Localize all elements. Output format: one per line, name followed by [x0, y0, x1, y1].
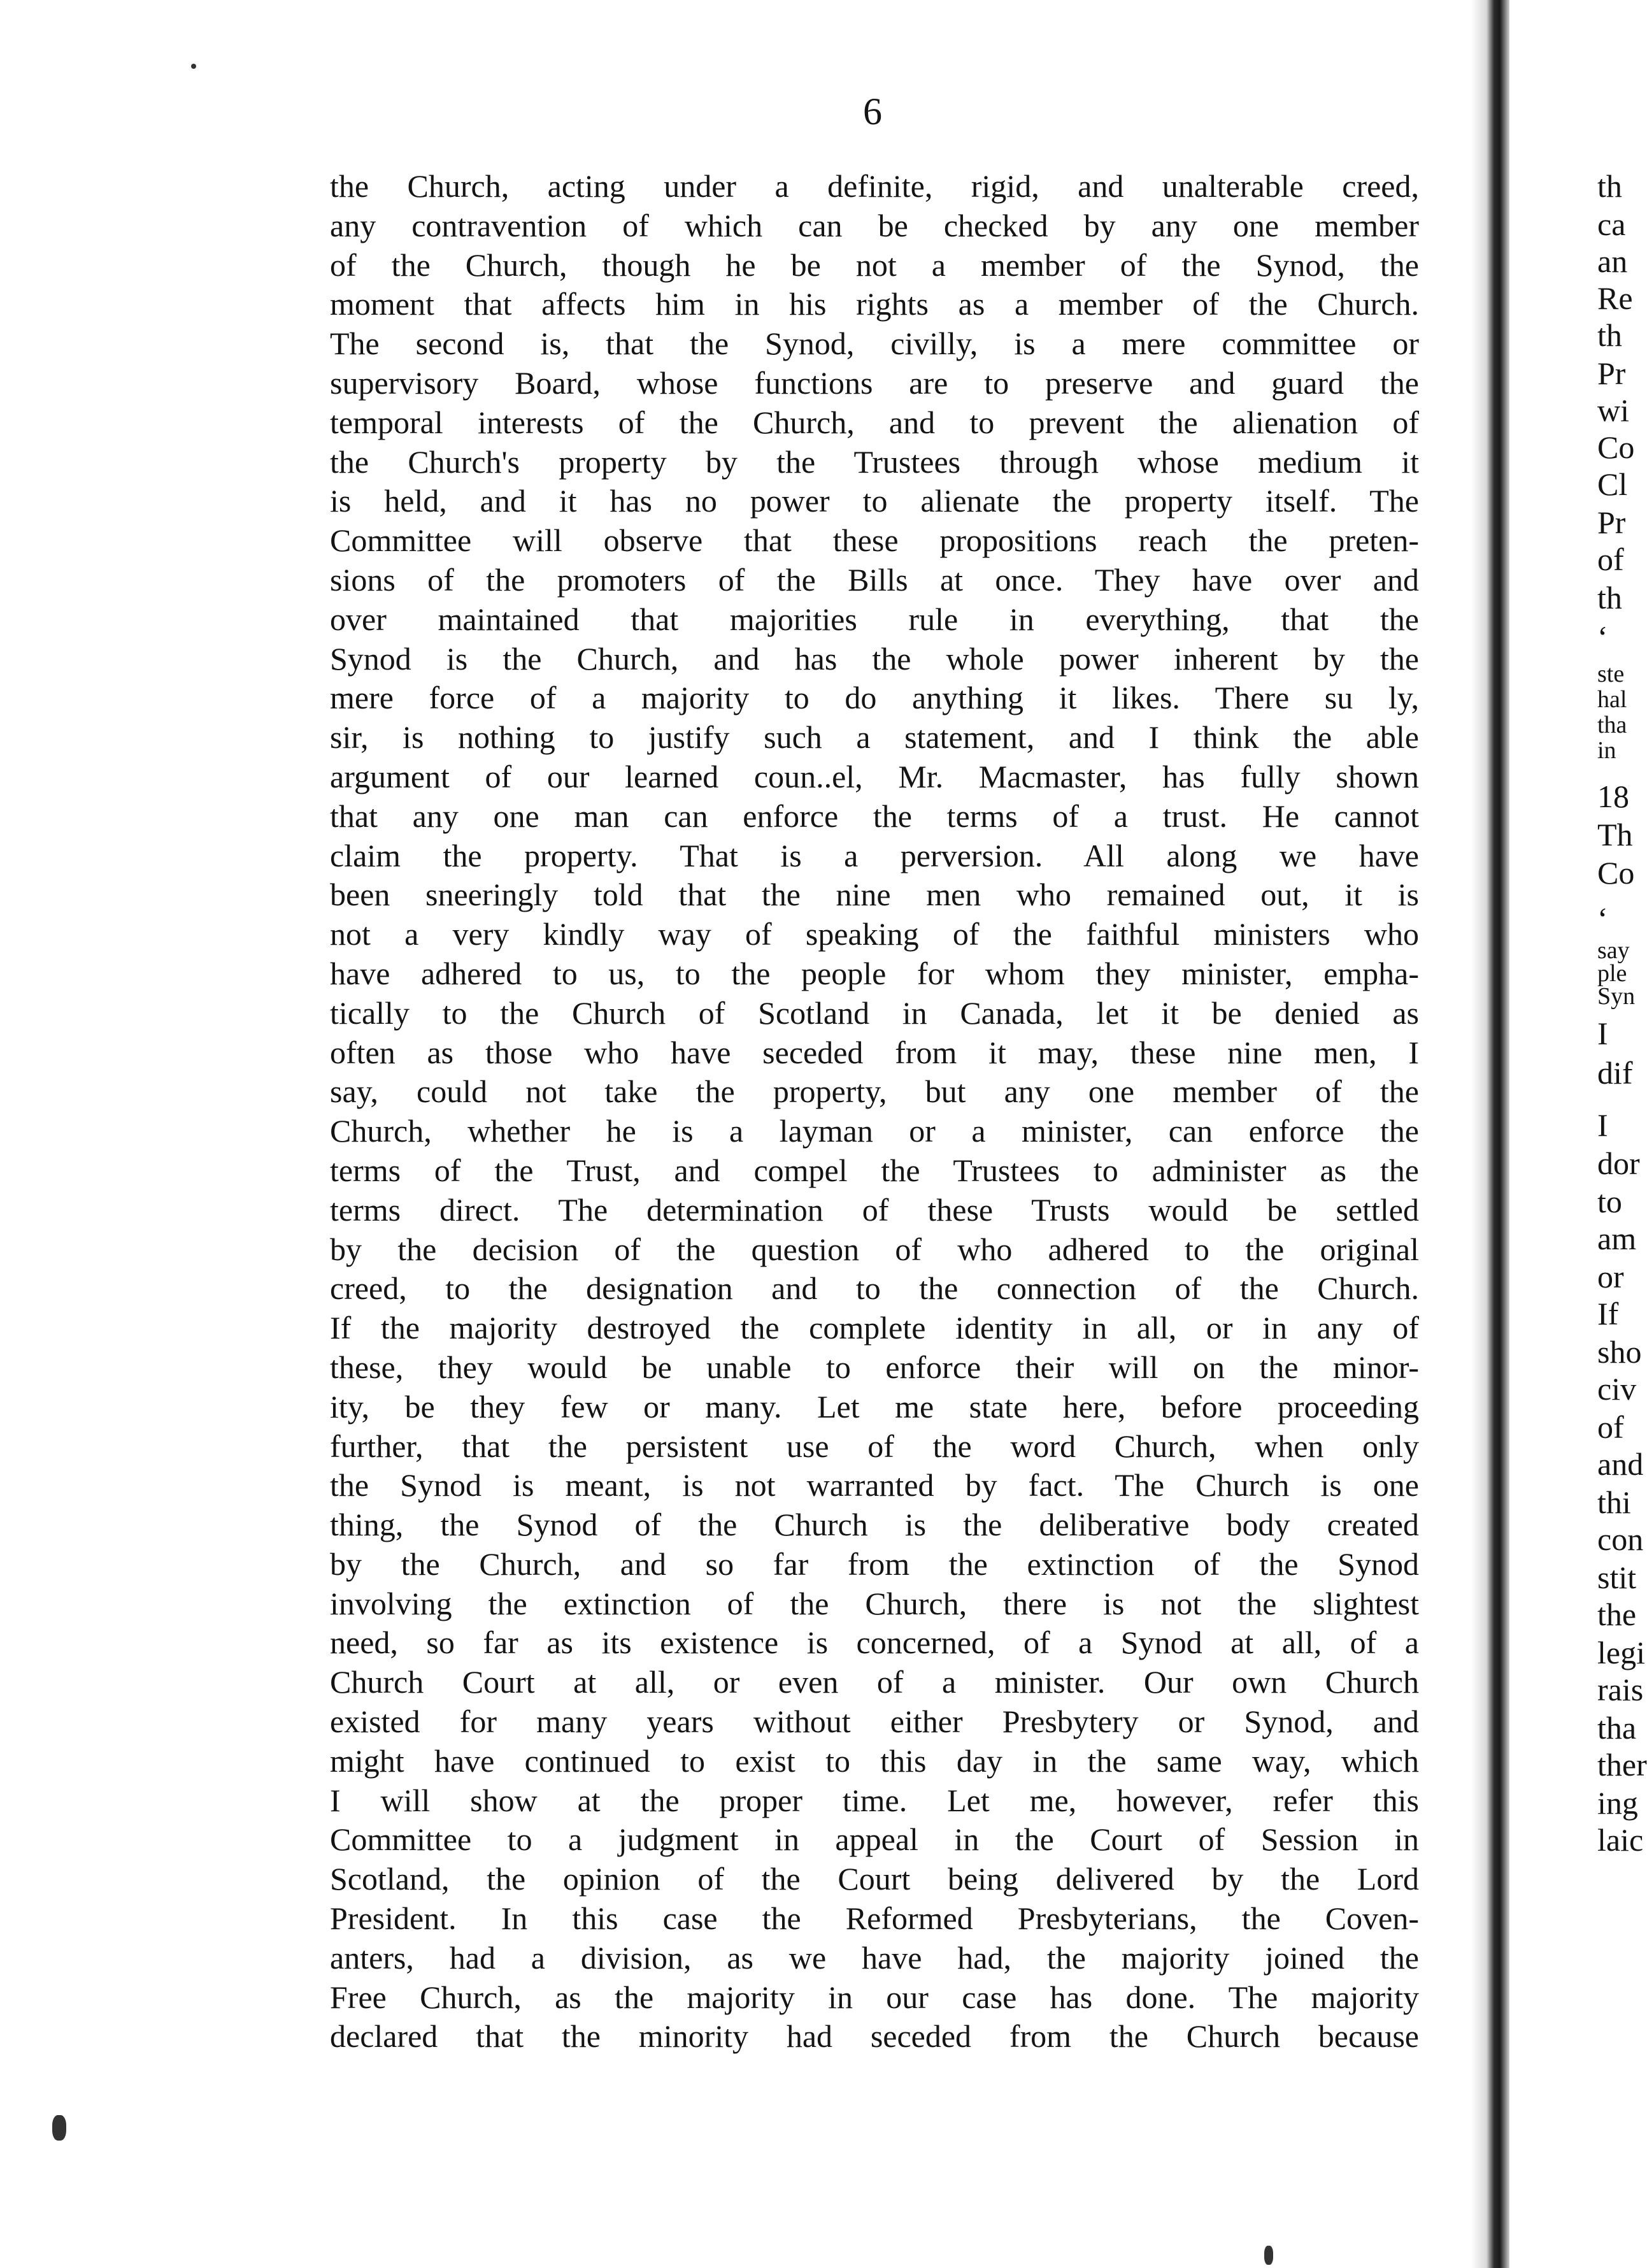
adjacent-page-text: thi [1597, 1484, 1631, 1520]
body-text [330, 167, 1419, 2056]
text-line: tically to the Church of Scotland in Canada, let it be denied as [330, 994, 1419, 1031]
text-line: Committee to a judgment in appeal in the Court of Session in [330, 1821, 1419, 1858]
text-line: If the majority destroyed the complete identity in all, or in any of [330, 1310, 1419, 1346]
text-line: by the decision of the question of who adhered to the original [330, 1231, 1419, 1267]
text-line: ity, be they few or many. Let me state here, before proceeding [330, 1388, 1419, 1425]
text-line: I will show at the proper time. Let me, however, refer this [330, 1782, 1419, 1818]
text-line: President. In this case the Reformed Presbyterians, the Coven- [330, 1900, 1419, 1937]
adjacent-page-text: Pr [1597, 355, 1626, 391]
text-line: existed for many years without either Presbytery or Synod, and [330, 1704, 1419, 1740]
adjacent-page-text: say [1597, 937, 1630, 964]
text-line: Synod is the Church, and has the whole power inherent by the [330, 640, 1419, 677]
adjacent-page-text: I [1597, 1107, 1608, 1143]
text-line: further, that the persistent use of the word Church, when only [330, 1428, 1419, 1464]
text-line: claim the property. That is a perversion. All along we have [330, 837, 1419, 873]
adjacent-page-text: th [1597, 580, 1622, 615]
adjacent-page-text: Cl [1597, 466, 1628, 502]
scan-speck [52, 2115, 66, 2141]
text-line: Free Church, as the majority in our case has done. The majority [330, 1979, 1419, 2015]
text-line: sir, is nothing to justify such a statement, and I think the able [330, 719, 1419, 756]
text-line: have adhered to us, to the people for whom they minister, empha- [330, 955, 1419, 991]
adjacent-page-text: Pr [1597, 505, 1626, 540]
text-line: often as those who have seceded from it may, these nine men, I [330, 1034, 1419, 1070]
adjacent-page-text: tha [1597, 1710, 1637, 1746]
adjacent-page-text: of [1597, 542, 1624, 577]
text-line: by the Church, and so far from the extinction of the Synod [330, 1546, 1419, 1582]
text-line: Church, whether he is a layman or a minister, can enforce the [330, 1113, 1419, 1149]
text-line: of the Church, though he be not a member of the Synod, the [330, 247, 1419, 283]
text-line: supervisory Board, whose functions are to preserve and guard the [330, 364, 1419, 401]
adjacent-page-text: laic [1597, 1822, 1644, 1858]
adjacent-page-text: Re [1597, 280, 1633, 316]
adjacent-page-text: Syn [1597, 983, 1636, 1010]
adjacent-page-text: ca [1597, 206, 1626, 242]
adjacent-page-text: tha [1597, 712, 1627, 738]
text-line: temporal interests of the Church, and to prevent the alienation of [330, 404, 1419, 440]
adjacent-page-text: ple [1597, 960, 1627, 987]
adjacent-page-text: ther [1597, 1747, 1647, 1783]
scan-speck [1264, 2246, 1273, 2265]
book-gutter [1471, 0, 1509, 2268]
adjacent-page-text: sho [1597, 1334, 1642, 1370]
text-line: is held, and it has no power to alienate the property itself. The [330, 483, 1419, 519]
adjacent-page-text: ‘ [1597, 619, 1608, 655]
adjacent-page-text: th [1597, 317, 1622, 353]
adjacent-page-text: ‘ [1597, 901, 1608, 937]
text-line: terms of the Trust, and compel the Trustees to administer as the [330, 1152, 1419, 1188]
text-line: these, they would be unable to enforce their will on the minor- [330, 1349, 1419, 1385]
text-line: creed, to the designation and to the connection of the Church. [330, 1270, 1419, 1307]
text-line: been sneeringly told that the nine men who remained out, it is [330, 877, 1419, 913]
page-number: 6 [863, 90, 882, 133]
text-line: Church Court at all, or even of a minister. Our own Church [330, 1664, 1419, 1700]
adjacent-page-text: If [1597, 1296, 1619, 1331]
adjacent-page-text: rais [1597, 1672, 1644, 1707]
text-line: mere force of a majority to do anything it likes. There su ly, [330, 680, 1419, 716]
adjacent-page-text: hal [1597, 686, 1627, 713]
text-line: might have continued to exist to this day in the same way, which [330, 1742, 1419, 1779]
text-line: The second is, that the Synod, civilly, is a mere committee or [330, 326, 1419, 362]
adjacent-page-text: am [1597, 1221, 1637, 1256]
text-line: say, could not take the property, but any one member of the [330, 1073, 1419, 1110]
text-line: anters, had a division, as we have had, the majority joined the [330, 1939, 1419, 1976]
adjacent-page-text: or [1597, 1259, 1624, 1295]
text-line: Committee will observe that these propositions reach the preten- [330, 522, 1419, 559]
adjacent-page-text: of [1597, 1409, 1624, 1445]
adjacent-page-text: Co [1597, 429, 1635, 465]
text-line: involving the extinction of the Church, there is not the slightest [330, 1585, 1419, 1621]
text-line: terms direct. The determination of these Trusts would be settled [330, 1191, 1419, 1228]
text-line: the Church's property by the Trustees through whose medium it [330, 443, 1419, 480]
text-line: thing, the Synod of the Church is the deliberative body created [330, 1507, 1419, 1543]
text-line: declared that the minority had seceded from the Church because [330, 2018, 1419, 2055]
adjacent-page-text: in [1597, 737, 1616, 764]
adjacent-page-text: legi [1597, 1635, 1645, 1670]
adjacent-page-text: th [1597, 168, 1622, 204]
text-line: any contravention of which can be checked by any one member [330, 207, 1419, 243]
adjacent-page-text: ste [1597, 661, 1625, 687]
adjacent-page-text: wi [1597, 392, 1629, 428]
text-line: sions of the promoters of the Bills at once. They have over and [330, 561, 1419, 598]
scan-speck [191, 64, 196, 69]
adjacent-page-text: civ [1597, 1371, 1637, 1407]
adjacent-page-text: stit [1597, 1560, 1637, 1595]
text-line: that any one man can enforce the terms of a trust. He cannot [330, 798, 1419, 834]
adjacent-page-text: an [1597, 243, 1628, 279]
adjacent-page-text: to [1597, 1184, 1622, 1219]
text-line: over maintained that majorities rule in everything, that the [330, 601, 1419, 637]
adjacent-page-text: I [1597, 1016, 1608, 1051]
adjacent-page-text: 18 [1597, 779, 1629, 814]
adjacent-page-text: con [1597, 1521, 1644, 1557]
text-line: Scotland, the opinion of the Court being delivered by the Lord [330, 1861, 1419, 1897]
adjacent-page-text: dif [1597, 1055, 1633, 1091]
text-line: argument of our learned coun..el, Mr. Macmaster, has fully shown [330, 758, 1419, 794]
text-line: need, so far as its existence is concerned, of a Synod at all, of a [330, 1625, 1419, 1661]
adjacent-page-text: Co [1597, 855, 1635, 891]
text-line: the Synod is meant, is not warranted by fact. The Church is one [330, 1467, 1419, 1504]
text-line: not a very kindly way of speaking of the faithful ministers who [330, 916, 1419, 952]
adjacent-page-text: dor [1597, 1145, 1640, 1181]
text-line: the Church, acting under a definite, rigid, and unalterable creed, [330, 168, 1419, 204]
adjacent-page-text: the [1597, 1597, 1637, 1632]
adjacent-page-fragment [1597, 167, 1647, 2180]
adjacent-page-text: and [1597, 1446, 1644, 1482]
text-line: moment that affects him in his rights as a member of the Church. [330, 286, 1419, 322]
adjacent-page-text: Th [1597, 817, 1633, 852]
adjacent-page-text: ing [1597, 1785, 1638, 1821]
